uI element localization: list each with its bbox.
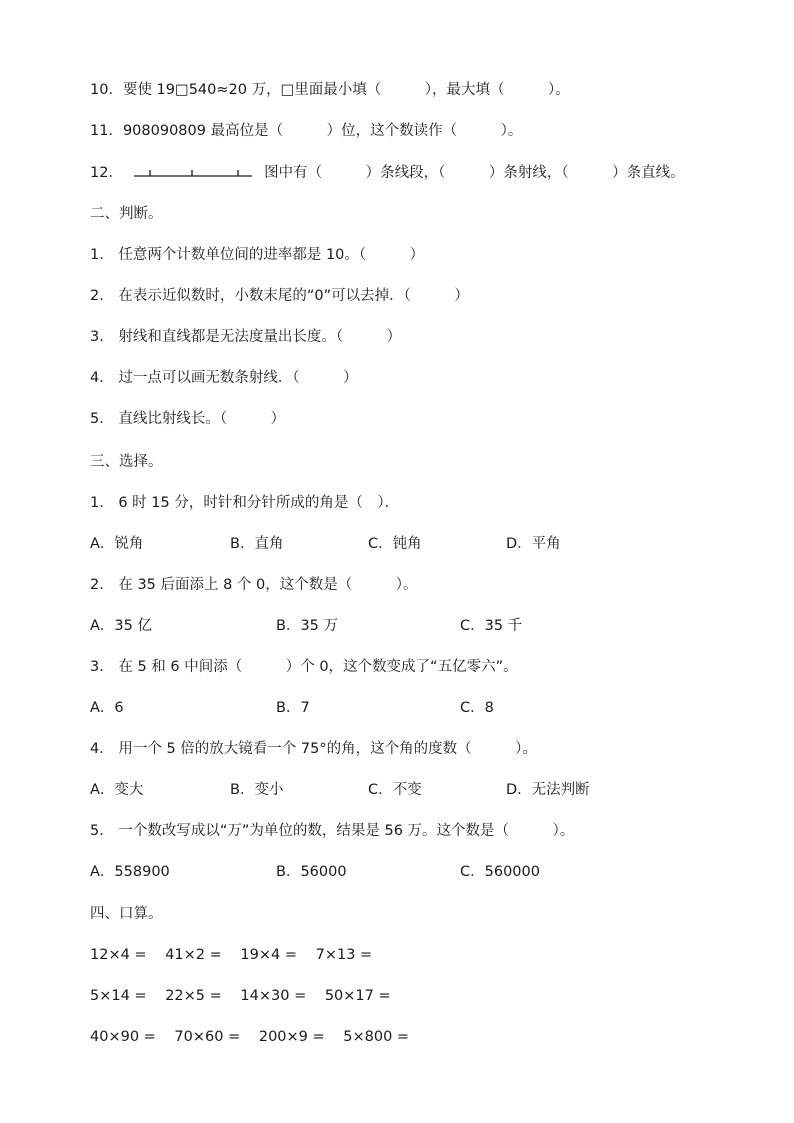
question-12 <box>90 163 685 183</box>
judge-item-1: 1． 任意两个计数单位间的进率都是 10。（ ） <box>90 247 425 263</box>
judge-item-5: 5． 直线比射线长。（ ） <box>90 411 286 427</box>
choice-question-4: 4． 用一个 5 倍的放大镜看一个 75°的角，这个角的度数（ ）。 <box>90 741 537 757</box>
option-a: A．6 <box>90 700 124 716</box>
option-b: B．35 万 <box>276 618 339 634</box>
section-2-title: 二、判断。 <box>90 206 163 222</box>
calc-item: 12×4 = <box>90 947 147 963</box>
calc-row-2 <box>90 986 405 1006</box>
line-segment-figure <box>132 166 254 180</box>
option-d: D．平角 <box>506 536 561 552</box>
section-4-title: 四、口算。 <box>90 906 163 922</box>
option-b: B．直角 <box>230 536 284 552</box>
option-a: A．35 亿 <box>90 618 152 634</box>
section-3-title: 三、选择。 <box>90 454 163 470</box>
calc-item: 22×5 = <box>165 988 222 1004</box>
judge-item-4: 4． 过一点可以画无数条射线．（ ） <box>90 370 358 386</box>
calc-row-3 <box>90 1027 423 1047</box>
question-11: 11．908090809 最高位是（ ）位，这个数读作（ ）。 <box>90 123 523 139</box>
option-a: A．558900 <box>90 864 170 880</box>
calc-row-1 <box>90 945 386 965</box>
option-a: A．锐角 <box>90 536 144 552</box>
calc-item: 50×17 = <box>324 988 391 1004</box>
option-d: D．无法判断 <box>506 782 590 798</box>
calc-item: 5×14 = <box>90 988 147 1004</box>
option-c: C．35 千 <box>460 618 523 634</box>
calc-item: 200×9 = <box>258 1029 325 1045</box>
choice-question-2: 2． 在 35 后面添上 8 个 0，这个数是（ ）。 <box>90 577 418 593</box>
choice-question-5: 5． 一个数改写成以“万”为单位的数，结果是 56 万。这个数是（ ）。 <box>90 823 575 839</box>
judge-item-2: 2． 在表示近似数时，小数末尾的“0”可以去掉．（ ） <box>90 288 469 304</box>
option-b: B．56000 <box>276 864 347 880</box>
calc-item: 40×90 = <box>90 1029 156 1045</box>
option-c: C．8 <box>460 700 494 716</box>
choice-question-1: 1． 6 时 15 分，时针和分针所成的角是（ ）． <box>90 495 400 511</box>
calc-item: 5×800 = <box>343 1029 410 1045</box>
question-10: 10．要使 19□540≈20 万，□里面最小填（ ），最大填（ ）。 <box>90 82 570 98</box>
option-b: B．7 <box>276 700 310 716</box>
option-c: C．560000 <box>460 864 540 880</box>
question-12-number: 12． <box>90 165 123 181</box>
calc-item: 19×4 = <box>240 947 297 963</box>
question-12-text: 图中有（ ）条线段，（ ）条射线，（ ）条直线。 <box>264 165 685 181</box>
calc-item: 14×30 = <box>240 988 307 1004</box>
option-b: B．变小 <box>230 782 284 798</box>
choice-question-3: 3． 在 5 和 6 中间添（ ）个 0，这个数变成了“五亿零六”。 <box>90 659 518 675</box>
option-c: C．不变 <box>368 782 422 798</box>
judge-item-3: 3． 射线和直线都是无法度量出长度。（ ） <box>90 329 402 345</box>
calc-item: 41×2 = <box>165 947 222 963</box>
option-a: A．变大 <box>90 782 144 798</box>
option-c: C．钝角 <box>368 536 422 552</box>
calc-item: 70×60 = <box>174 1029 241 1045</box>
calc-item: 7×13 = <box>315 947 373 963</box>
